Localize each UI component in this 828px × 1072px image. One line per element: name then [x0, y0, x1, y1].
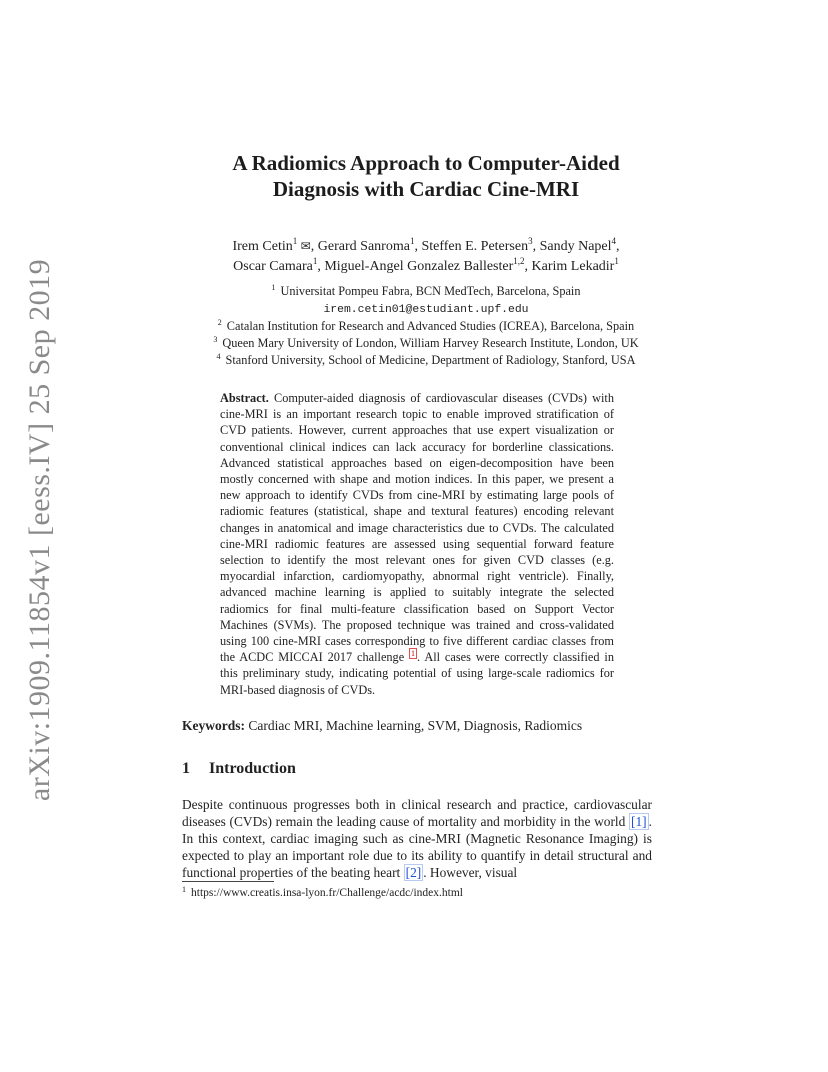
- email-link[interactable]: irem.cetin01@estudiant.upf.edu: [323, 304, 529, 316]
- paper-title: [140, 150, 712, 202]
- author-name: , Miguel-Angel Gonzalez Ballester: [317, 259, 514, 274]
- keywords-text: Cardiac MRI, Machine learning, SVM, Diagnosis, Radiomics: [245, 718, 583, 733]
- title-line-1: A Radiomics Approach to Computer-Aided: [232, 151, 620, 175]
- author-affil: 1: [292, 236, 298, 246]
- title-line-2: Diagnosis with Cardiac Cine-MRI: [272, 177, 580, 201]
- author-affil: 1: [614, 256, 619, 266]
- affiliation-2: $^2$ Catalan Institution for Research and Advanced Studies (ICREA), Barcelona, Spain: [217, 318, 635, 333]
- abstract-text: Computer-aided diagnosis of cardiovascular diseases (CVDs) with cine-MRI is an important research topic to enable improved stratification of CVD patients. However, current approaches that use expert visualization or conventional clinical indices can lack accuracy for borderline classications. Advanced statistical approaches based on eigen-decomposition have been mostly concerned with shape and motion indices. In this paper, we present a new approach to identify CVDs from cine-MRI by estimating large pools of radiomic features (statistical, shape and textural features) encoding relevant changes in anatomical and image characteristics due to CVDs. The calculated cine-MRI radiomic features are assessed using sequential forward feature selection to identify the most relevant ones for given CVD classes (e.g. myocardial infarction, cardiomyopathy, abnormal right ventricle). Finally, advanced machine learning is applied to suitably integrate the selected radiomics for final multi-feature classification based on Support Vector Machines (SVMs). The proposed technique was trained and cross-validated using 100 cine-MRI cases corresponding to five different cardiac classes from the ACDC MICCAI 2017 challenge: [220, 391, 614, 665]
- author-email: [150, 299, 702, 319]
- author-affil: 1: [312, 256, 318, 266]
- author-name: , Gerard Sanroma: [310, 239, 410, 254]
- footnote-number: 1: [182, 885, 186, 894]
- intro-paragraph: Despite continuous progresses both in clinical research and practice, cardiovascular diseases (CVDs) remain the leading cause of mortality and morbidity in the world [1] . In this context, cardiac imaging such as cine-MRI (Magnetic Resonance Imaging) is expected to play an important role due to its ability to quantify in detail structural and functional properties of the beating heart [2] . However, visual: [182, 797, 652, 880]
- abstract-text-end: . All cases were correctly classified in this preliminary study, indicating potential of using large-scale radiomics for MRI-based diagnosis of CVDs.: [220, 650, 614, 697]
- author-name: , Steffen E. Petersen: [414, 239, 529, 254]
- author-line-2: [150, 257, 702, 277]
- section-heading: [182, 759, 296, 779]
- envelope-icon: ✉: [300, 239, 311, 253]
- citation-link[interactable]: [1]: [631, 814, 647, 829]
- section-number: 1: [182, 760, 190, 777]
- author-name: , Karim Lekadir: [524, 259, 615, 274]
- abstract-label: Abstract.: [220, 391, 269, 405]
- affiliation-3: $^3$ Queen Mary University of London, William Harvey Research Institute, London, UK: [213, 335, 639, 350]
- author-affil: 1,2: [513, 256, 525, 266]
- arxiv-stamp-text: arXiv:1909.11854v1 [eess.IV] 25 Sep 2019: [23, 258, 56, 802]
- footnote-rule: [182, 881, 274, 882]
- author-list: [150, 236, 702, 277]
- affiliation-1: $^1$ Universitat Pompeu Fabra, BCN MedTech, Barcelona, Spain: [271, 283, 581, 298]
- footnote-url[interactable]: https://www.creatis.insa-lyon.fr/Challenge/acdc/index.html: [191, 887, 463, 899]
- author-line-1: Irem Cetin$^1$ ✉, Gerard Sanroma$^1$, Steffen E. Petersen$^3$, Sandy Napel$^4$,: [232, 236, 620, 254]
- author-name: Irem Cetin: [232, 239, 293, 254]
- affiliation-4: $^4$ Stanford University, School of Medicine, Department of Radiology, Stanford, USA: [216, 352, 636, 367]
- author-affil: 4: [611, 236, 617, 246]
- author-name: Oscar Camara: [233, 259, 313, 274]
- arxiv-stamp: [10, 0, 70, 1072]
- footnote: [182, 886, 463, 900]
- section-title: Introduction: [209, 760, 296, 777]
- keywords-label: Keywords:: [182, 718, 245, 733]
- author-affil: 1: [409, 236, 415, 246]
- footnote-ref-link[interactable]: 1: [411, 649, 416, 659]
- abstract: [220, 390, 614, 698]
- citation-link[interactable]: [2]: [405, 865, 422, 880]
- keywords: [182, 717, 652, 735]
- author-affil: 3: [528, 236, 533, 246]
- author-name: , Sandy Napel: [532, 239, 612, 254]
